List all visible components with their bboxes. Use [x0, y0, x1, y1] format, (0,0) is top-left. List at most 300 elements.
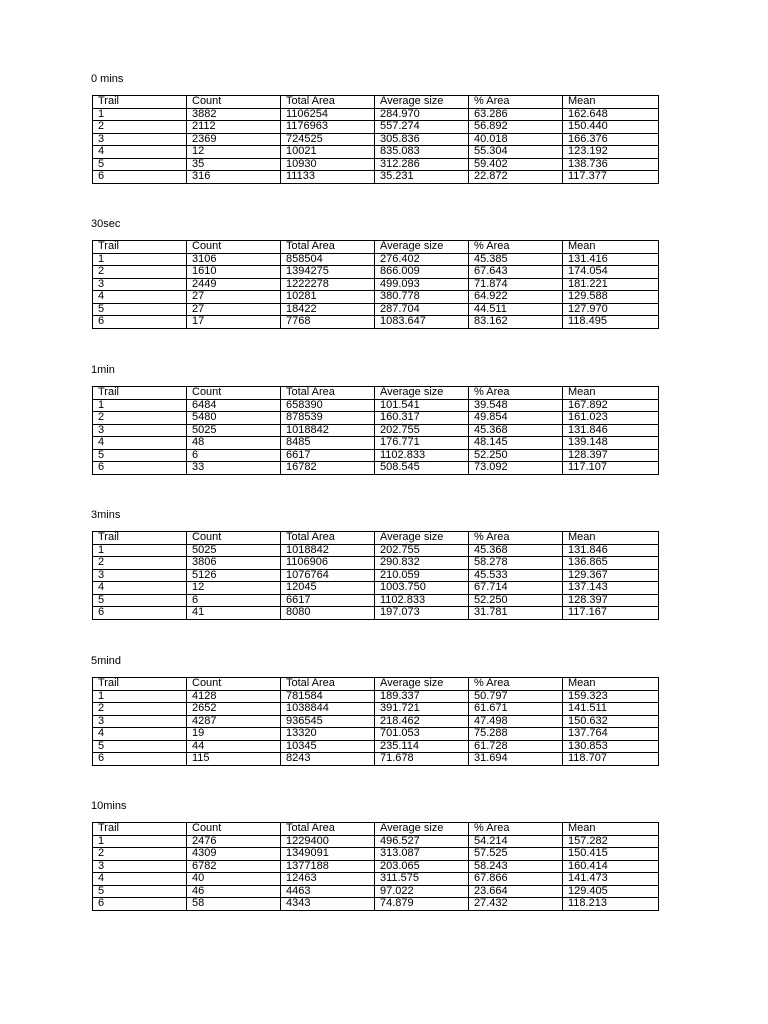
table-cell: 13320 — [281, 728, 375, 741]
table-row — [93, 108, 659, 121]
column-header: Trail — [93, 823, 187, 836]
table-cell: 290.832 — [375, 557, 469, 570]
table-cell: 22.872 — [469, 171, 563, 184]
table-cell: 55.304 — [469, 146, 563, 159]
table-cell: 160.317 — [375, 412, 469, 425]
table-cell: 127.970 — [563, 303, 659, 316]
table-cell: 1102.833 — [375, 594, 469, 607]
table-cell: 137.764 — [563, 728, 659, 741]
table-cell: 210.059 — [375, 569, 469, 582]
table-row — [93, 424, 659, 437]
table-cell: 4 — [93, 146, 187, 159]
table-cell: 2 — [93, 121, 187, 134]
table-cell: 311.575 — [375, 873, 469, 886]
table-cell: 5480 — [187, 412, 281, 425]
table-cell: 936545 — [281, 715, 375, 728]
table-cell: 131.846 — [563, 424, 659, 437]
table-cell: 189.337 — [375, 690, 469, 703]
table-cell: 16782 — [281, 462, 375, 475]
table-cell: 197.073 — [375, 607, 469, 620]
table-cell: 4463 — [281, 885, 375, 898]
table-cell: 73.092 — [469, 462, 563, 475]
table-cell: 71.874 — [469, 278, 563, 291]
table-row — [93, 594, 659, 607]
table-cell: 45.368 — [469, 544, 563, 557]
table-cell: 5025 — [187, 424, 281, 437]
table-cell: 1076764 — [281, 569, 375, 582]
table-cell: 2112 — [187, 121, 281, 134]
table-cell: 136.865 — [563, 557, 659, 570]
table-cell: 67.643 — [469, 266, 563, 279]
table-cell: 181.221 — [563, 278, 659, 291]
table-cell: 58.243 — [469, 860, 563, 873]
column-header: Average size — [375, 96, 469, 109]
table-cell: 6 — [93, 316, 187, 329]
table-row — [93, 171, 659, 184]
data-table — [92, 240, 659, 329]
table-row — [93, 848, 659, 861]
table-cell: 47.498 — [469, 715, 563, 728]
table-cell: 1083.647 — [375, 316, 469, 329]
table-cell: 4287 — [187, 715, 281, 728]
column-header: % Area — [469, 532, 563, 545]
table-cell: 724525 — [281, 133, 375, 146]
table-cell: 57.525 — [469, 848, 563, 861]
table-cell: 1018842 — [281, 544, 375, 557]
table-cell: 157.282 — [563, 835, 659, 848]
table-cell: 2449 — [187, 278, 281, 291]
table-cell: 63.286 — [469, 108, 563, 121]
section-title: 3mins — [91, 509, 121, 521]
table-row — [93, 582, 659, 595]
table-cell: 391.721 — [375, 703, 469, 716]
table-cell: 83.162 — [469, 316, 563, 329]
table-row — [93, 860, 659, 873]
table-cell: 75.288 — [469, 728, 563, 741]
table-cell: 61.671 — [469, 703, 563, 716]
table-cell: 39.548 — [469, 399, 563, 412]
table-header-row — [93, 387, 659, 400]
table-cell: 141.511 — [563, 703, 659, 716]
table-cell: 12463 — [281, 873, 375, 886]
table-cell: 2 — [93, 848, 187, 861]
table-cell: 6 — [187, 594, 281, 607]
table-cell: 166.376 — [563, 133, 659, 146]
table-cell: 496.527 — [375, 835, 469, 848]
table-cell: 27 — [187, 291, 281, 304]
column-header: % Area — [469, 96, 563, 109]
table-row — [93, 607, 659, 620]
table-cell: 10021 — [281, 146, 375, 159]
table-cell: 5 — [93, 449, 187, 462]
column-header: Trail — [93, 532, 187, 545]
table-cell: 49.854 — [469, 412, 563, 425]
table-row — [93, 753, 659, 766]
table-cell: 115 — [187, 753, 281, 766]
table-cell: 1 — [93, 108, 187, 121]
table-cell: 3806 — [187, 557, 281, 570]
column-header: Total Area — [281, 823, 375, 836]
table-cell: 287.704 — [375, 303, 469, 316]
table-cell: 176.771 — [375, 437, 469, 450]
table-cell: 3106 — [187, 253, 281, 266]
table-row — [93, 703, 659, 716]
table-cell: 5 — [93, 740, 187, 753]
table-row — [93, 462, 659, 475]
table-cell: 27 — [187, 303, 281, 316]
table-cell: 6782 — [187, 860, 281, 873]
table-cell: 58.278 — [469, 557, 563, 570]
table-cell: 508.545 — [375, 462, 469, 475]
table-cell: 6617 — [281, 594, 375, 607]
table-cell: 19 — [187, 728, 281, 741]
table-row — [93, 291, 659, 304]
data-table — [92, 677, 659, 766]
table-cell: 2 — [93, 557, 187, 570]
table-cell: 4 — [93, 728, 187, 741]
table-cell: 141.473 — [563, 873, 659, 886]
table-cell: 139.148 — [563, 437, 659, 450]
table-cell: 45.533 — [469, 569, 563, 582]
table-cell: 31.781 — [469, 607, 563, 620]
data-table — [92, 531, 659, 620]
table-row — [93, 449, 659, 462]
table-cell: 128.397 — [563, 449, 659, 462]
table-cell: 35 — [187, 158, 281, 171]
table-header-row — [93, 823, 659, 836]
column-header: Total Area — [281, 96, 375, 109]
table-cell: 118.495 — [563, 316, 659, 329]
column-header: % Area — [469, 387, 563, 400]
table-cell: 8080 — [281, 607, 375, 620]
data-table — [92, 386, 659, 475]
table-row — [93, 303, 659, 316]
table-cell: 557.274 — [375, 121, 469, 134]
table-cell: 4 — [93, 873, 187, 886]
table-cell: 123.192 — [563, 146, 659, 159]
table-cell: 17 — [187, 316, 281, 329]
table-header-row — [93, 241, 659, 254]
table-cell: 5 — [93, 885, 187, 898]
table-cell: 1106906 — [281, 557, 375, 570]
table-row — [93, 885, 659, 898]
table-cell: 4343 — [281, 898, 375, 911]
table-cell: 276.402 — [375, 253, 469, 266]
table-cell: 6 — [93, 898, 187, 911]
table-cell: 45.385 — [469, 253, 563, 266]
table-row — [93, 569, 659, 582]
table-cell: 150.440 — [563, 121, 659, 134]
table-cell: 52.250 — [469, 449, 563, 462]
table-cell: 10281 — [281, 291, 375, 304]
table-cell: 56.892 — [469, 121, 563, 134]
table-cell: 129.588 — [563, 291, 659, 304]
table-cell: 5025 — [187, 544, 281, 557]
table-cell: 2 — [93, 266, 187, 279]
column-header: % Area — [469, 678, 563, 691]
table-row — [93, 412, 659, 425]
column-header: Count — [187, 387, 281, 400]
table-cell: 162.648 — [563, 108, 659, 121]
table-cell: 658390 — [281, 399, 375, 412]
table-cell: 161.023 — [563, 412, 659, 425]
table-row — [93, 544, 659, 557]
table-header-row — [93, 96, 659, 109]
column-header: Average size — [375, 678, 469, 691]
table-cell: 31.694 — [469, 753, 563, 766]
table-cell: 11133 — [281, 171, 375, 184]
table-cell: 1229400 — [281, 835, 375, 848]
table-cell: 174.054 — [563, 266, 659, 279]
table-row — [93, 266, 659, 279]
table-row — [93, 399, 659, 412]
table-row — [93, 278, 659, 291]
table-cell: 218.462 — [375, 715, 469, 728]
table-cell: 499.093 — [375, 278, 469, 291]
table-cell: 5 — [93, 158, 187, 171]
column-header: Mean — [563, 241, 659, 254]
section-title: 0 mins — [91, 73, 124, 85]
table-header-row — [93, 678, 659, 691]
table-cell: 305.836 — [375, 133, 469, 146]
table-cell: 781584 — [281, 690, 375, 703]
table-cell: 58 — [187, 898, 281, 911]
column-header: Trail — [93, 678, 187, 691]
column-header: Trail — [93, 387, 187, 400]
table-cell: 101.541 — [375, 399, 469, 412]
table-cell: 866.009 — [375, 266, 469, 279]
table-cell: 4 — [93, 582, 187, 595]
table-row — [93, 557, 659, 570]
table-cell: 858504 — [281, 253, 375, 266]
table-cell: 54.214 — [469, 835, 563, 848]
table-cell: 5 — [93, 594, 187, 607]
table-cell: 10345 — [281, 740, 375, 753]
table-cell: 40 — [187, 873, 281, 886]
table-cell: 1038844 — [281, 703, 375, 716]
table-cell: 71.678 — [375, 753, 469, 766]
table-row — [93, 690, 659, 703]
table-cell: 67.866 — [469, 873, 563, 886]
table-row — [93, 437, 659, 450]
table-cell: 1003.750 — [375, 582, 469, 595]
table-cell: 1018842 — [281, 424, 375, 437]
table-cell: 138.736 — [563, 158, 659, 171]
table-cell: 1176963 — [281, 121, 375, 134]
column-header: Average size — [375, 532, 469, 545]
column-header: Count — [187, 532, 281, 545]
table-cell: 128.397 — [563, 594, 659, 607]
table-cell: 10930 — [281, 158, 375, 171]
table-cell: 129.405 — [563, 885, 659, 898]
table-cell: 131.846 — [563, 544, 659, 557]
column-header: Average size — [375, 241, 469, 254]
table-cell: 1 — [93, 544, 187, 557]
section-title: 5mind — [91, 655, 121, 667]
table-cell: 878539 — [281, 412, 375, 425]
table-cell: 12045 — [281, 582, 375, 595]
column-header: Mean — [563, 96, 659, 109]
table-row — [93, 835, 659, 848]
table-row — [93, 158, 659, 171]
table-cell: 3 — [93, 424, 187, 437]
table-cell: 118.213 — [563, 898, 659, 911]
table-cell: 159.323 — [563, 690, 659, 703]
table-cell: 3 — [93, 860, 187, 873]
column-header: Total Area — [281, 532, 375, 545]
table-cell: 117.107 — [563, 462, 659, 475]
table-cell: 33 — [187, 462, 281, 475]
table-cell: 701.053 — [375, 728, 469, 741]
table-cell: 8485 — [281, 437, 375, 450]
table-cell: 48 — [187, 437, 281, 450]
table-cell: 59.402 — [469, 158, 563, 171]
section-title: 10mins — [91, 800, 127, 812]
table-cell: 1222278 — [281, 278, 375, 291]
table-cell: 137.143 — [563, 582, 659, 595]
table-cell: 40.018 — [469, 133, 563, 146]
table-row — [93, 728, 659, 741]
table-cell: 1 — [93, 690, 187, 703]
table-cell: 167.892 — [563, 399, 659, 412]
table-cell: 50.797 — [469, 690, 563, 703]
table-cell: 12 — [187, 582, 281, 595]
table-cell: 117.167 — [563, 607, 659, 620]
table-cell: 41 — [187, 607, 281, 620]
table-cell: 235.114 — [375, 740, 469, 753]
data-table — [92, 822, 659, 911]
table-cell: 3882 — [187, 108, 281, 121]
table-row — [93, 740, 659, 753]
table-cell: 3 — [93, 569, 187, 582]
table-cell: 6 — [93, 607, 187, 620]
table-cell: 5126 — [187, 569, 281, 582]
table-cell: 3 — [93, 278, 187, 291]
table-cell: 2 — [93, 703, 187, 716]
table-cell: 150.415 — [563, 848, 659, 861]
column-header: Average size — [375, 387, 469, 400]
column-header: Mean — [563, 823, 659, 836]
column-header: Mean — [563, 678, 659, 691]
table-cell: 2369 — [187, 133, 281, 146]
table-cell: 46 — [187, 885, 281, 898]
table-cell: 6 — [93, 753, 187, 766]
table-cell: 1394275 — [281, 266, 375, 279]
column-header: Count — [187, 678, 281, 691]
table-cell: 6 — [187, 449, 281, 462]
data-table — [92, 95, 659, 184]
table-cell: 52.250 — [469, 594, 563, 607]
table-cell: 1102.833 — [375, 449, 469, 462]
table-cell: 4309 — [187, 848, 281, 861]
table-cell: 284.970 — [375, 108, 469, 121]
table-cell: 64.922 — [469, 291, 563, 304]
table-cell: 67.714 — [469, 582, 563, 595]
table-cell: 2 — [93, 412, 187, 425]
table-cell: 3 — [93, 133, 187, 146]
table-header-row — [93, 532, 659, 545]
table-cell: 2476 — [187, 835, 281, 848]
table-row — [93, 253, 659, 266]
table-cell: 2652 — [187, 703, 281, 716]
table-cell: 130.853 — [563, 740, 659, 753]
table-cell: 6484 — [187, 399, 281, 412]
table-cell: 27.432 — [469, 898, 563, 911]
table-row — [93, 898, 659, 911]
table-cell: 202.755 — [375, 544, 469, 557]
column-header: Count — [187, 823, 281, 836]
column-header: Count — [187, 241, 281, 254]
table-cell: 45.368 — [469, 424, 563, 437]
table-cell: 12 — [187, 146, 281, 159]
table-cell: 44 — [187, 740, 281, 753]
column-header: Trail — [93, 241, 187, 254]
table-cell: 18422 — [281, 303, 375, 316]
section-title: 1min — [91, 364, 115, 376]
table-cell: 5 — [93, 303, 187, 316]
column-header: Count — [187, 96, 281, 109]
column-header: Total Area — [281, 678, 375, 691]
table-cell: 61.728 — [469, 740, 563, 753]
table-cell: 97.022 — [375, 885, 469, 898]
table-cell: 8243 — [281, 753, 375, 766]
column-header: Average size — [375, 823, 469, 836]
column-header: Total Area — [281, 241, 375, 254]
table-cell: 23.664 — [469, 885, 563, 898]
column-header: Total Area — [281, 387, 375, 400]
table-cell: 74.879 — [375, 898, 469, 911]
table-cell: 48.145 — [469, 437, 563, 450]
table-cell: 6 — [93, 462, 187, 475]
table-row — [93, 146, 659, 159]
table-cell: 3 — [93, 715, 187, 728]
table-cell: 1 — [93, 253, 187, 266]
table-cell: 313.087 — [375, 848, 469, 861]
table-cell: 1 — [93, 835, 187, 848]
table-cell: 4 — [93, 291, 187, 304]
table-cell: 1106254 — [281, 108, 375, 121]
section-title: 30sec — [91, 218, 121, 230]
table-cell: 129.367 — [563, 569, 659, 582]
table-cell: 150.632 — [563, 715, 659, 728]
table-row — [93, 715, 659, 728]
table-cell: 6 — [93, 171, 187, 184]
table-cell: 1 — [93, 399, 187, 412]
table-cell: 4 — [93, 437, 187, 450]
table-cell: 35.231 — [375, 171, 469, 184]
table-cell: 312.286 — [375, 158, 469, 171]
table-cell: 202.755 — [375, 424, 469, 437]
table-row — [93, 316, 659, 329]
column-header: Trail — [93, 96, 187, 109]
table-cell: 44.511 — [469, 303, 563, 316]
table-cell: 1610 — [187, 266, 281, 279]
table-cell: 6617 — [281, 449, 375, 462]
table-cell: 1377188 — [281, 860, 375, 873]
column-header: Mean — [563, 532, 659, 545]
table-cell: 835.083 — [375, 146, 469, 159]
table-cell: 117.377 — [563, 171, 659, 184]
table-row — [93, 873, 659, 886]
table-cell: 203.065 — [375, 860, 469, 873]
table-cell: 160.414 — [563, 860, 659, 873]
column-header: Mean — [563, 387, 659, 400]
table-cell: 131.416 — [563, 253, 659, 266]
table-cell: 380.778 — [375, 291, 469, 304]
table-row — [93, 121, 659, 134]
table-cell: 1349091 — [281, 848, 375, 861]
table-cell: 7768 — [281, 316, 375, 329]
